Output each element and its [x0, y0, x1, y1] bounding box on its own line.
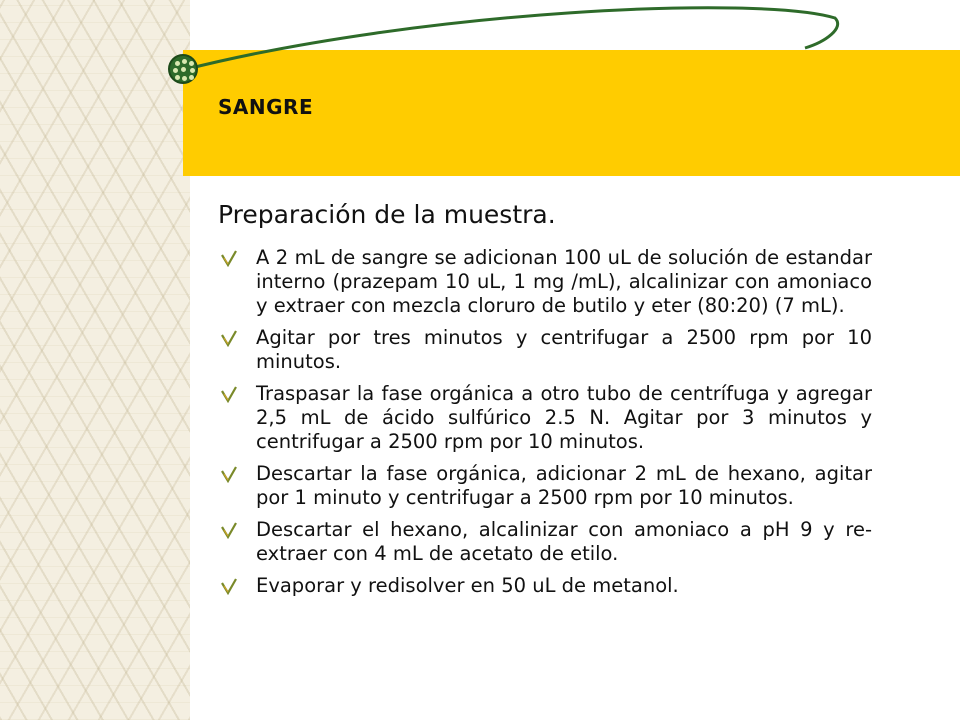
bullet-text: Agitar por tres minutos y centrifugar a 2500 rpm por 10 minutos. [256, 326, 872, 373]
bullet-text: Traspasar la fase orgánica a otro tubo de centrífuga y agregar 2,5 mL de ácido sulfúrico 2.5 N. Agitar por 3 minutos y centrifugar a 2500 rpm por 10 minutos. [256, 382, 872, 453]
tick-bullet-icon [220, 249, 238, 267]
list-item [218, 518, 872, 566]
tick-bullet-icon [220, 577, 238, 595]
green-dotted-circle-icon [168, 54, 198, 84]
bullet-text: Descartar la fase orgánica, adicionar 2 mL de hexano, agitar por 1 minuto y centrifugar a 2500 rpm por 10 minutos. [256, 462, 872, 509]
slide-title: SANGRE [218, 95, 314, 119]
list-item [218, 382, 872, 454]
list-item [218, 326, 872, 374]
tick-bullet-icon [220, 465, 238, 483]
list-item [218, 246, 872, 318]
list-item [218, 462, 872, 510]
tick-bullet-icon [220, 329, 238, 347]
bullet-text: Descartar el hexano, alcalinizar con amoniaco a pH 9 y re-extraer con 4 mL de acetato de etilo. [256, 518, 872, 565]
bullet-text: Evaporar y redisolver en 50 uL de metanol. [256, 574, 679, 597]
tick-bullet-icon [220, 521, 238, 539]
slide-subtitle: Preparación de la muestra. [218, 200, 556, 229]
list-item [218, 574, 872, 598]
tick-bullet-icon [220, 385, 238, 403]
bullet-list [218, 246, 872, 606]
bullet-text: A 2 mL de sangre se adicionan 100 uL de solución de estandar interno (prazepam 10 uL, 1 mg /mL), alcalinizar con amoniaco y extraer con mezcla cloruro de butilo y eter (80:20) (7 mL). [256, 246, 872, 317]
